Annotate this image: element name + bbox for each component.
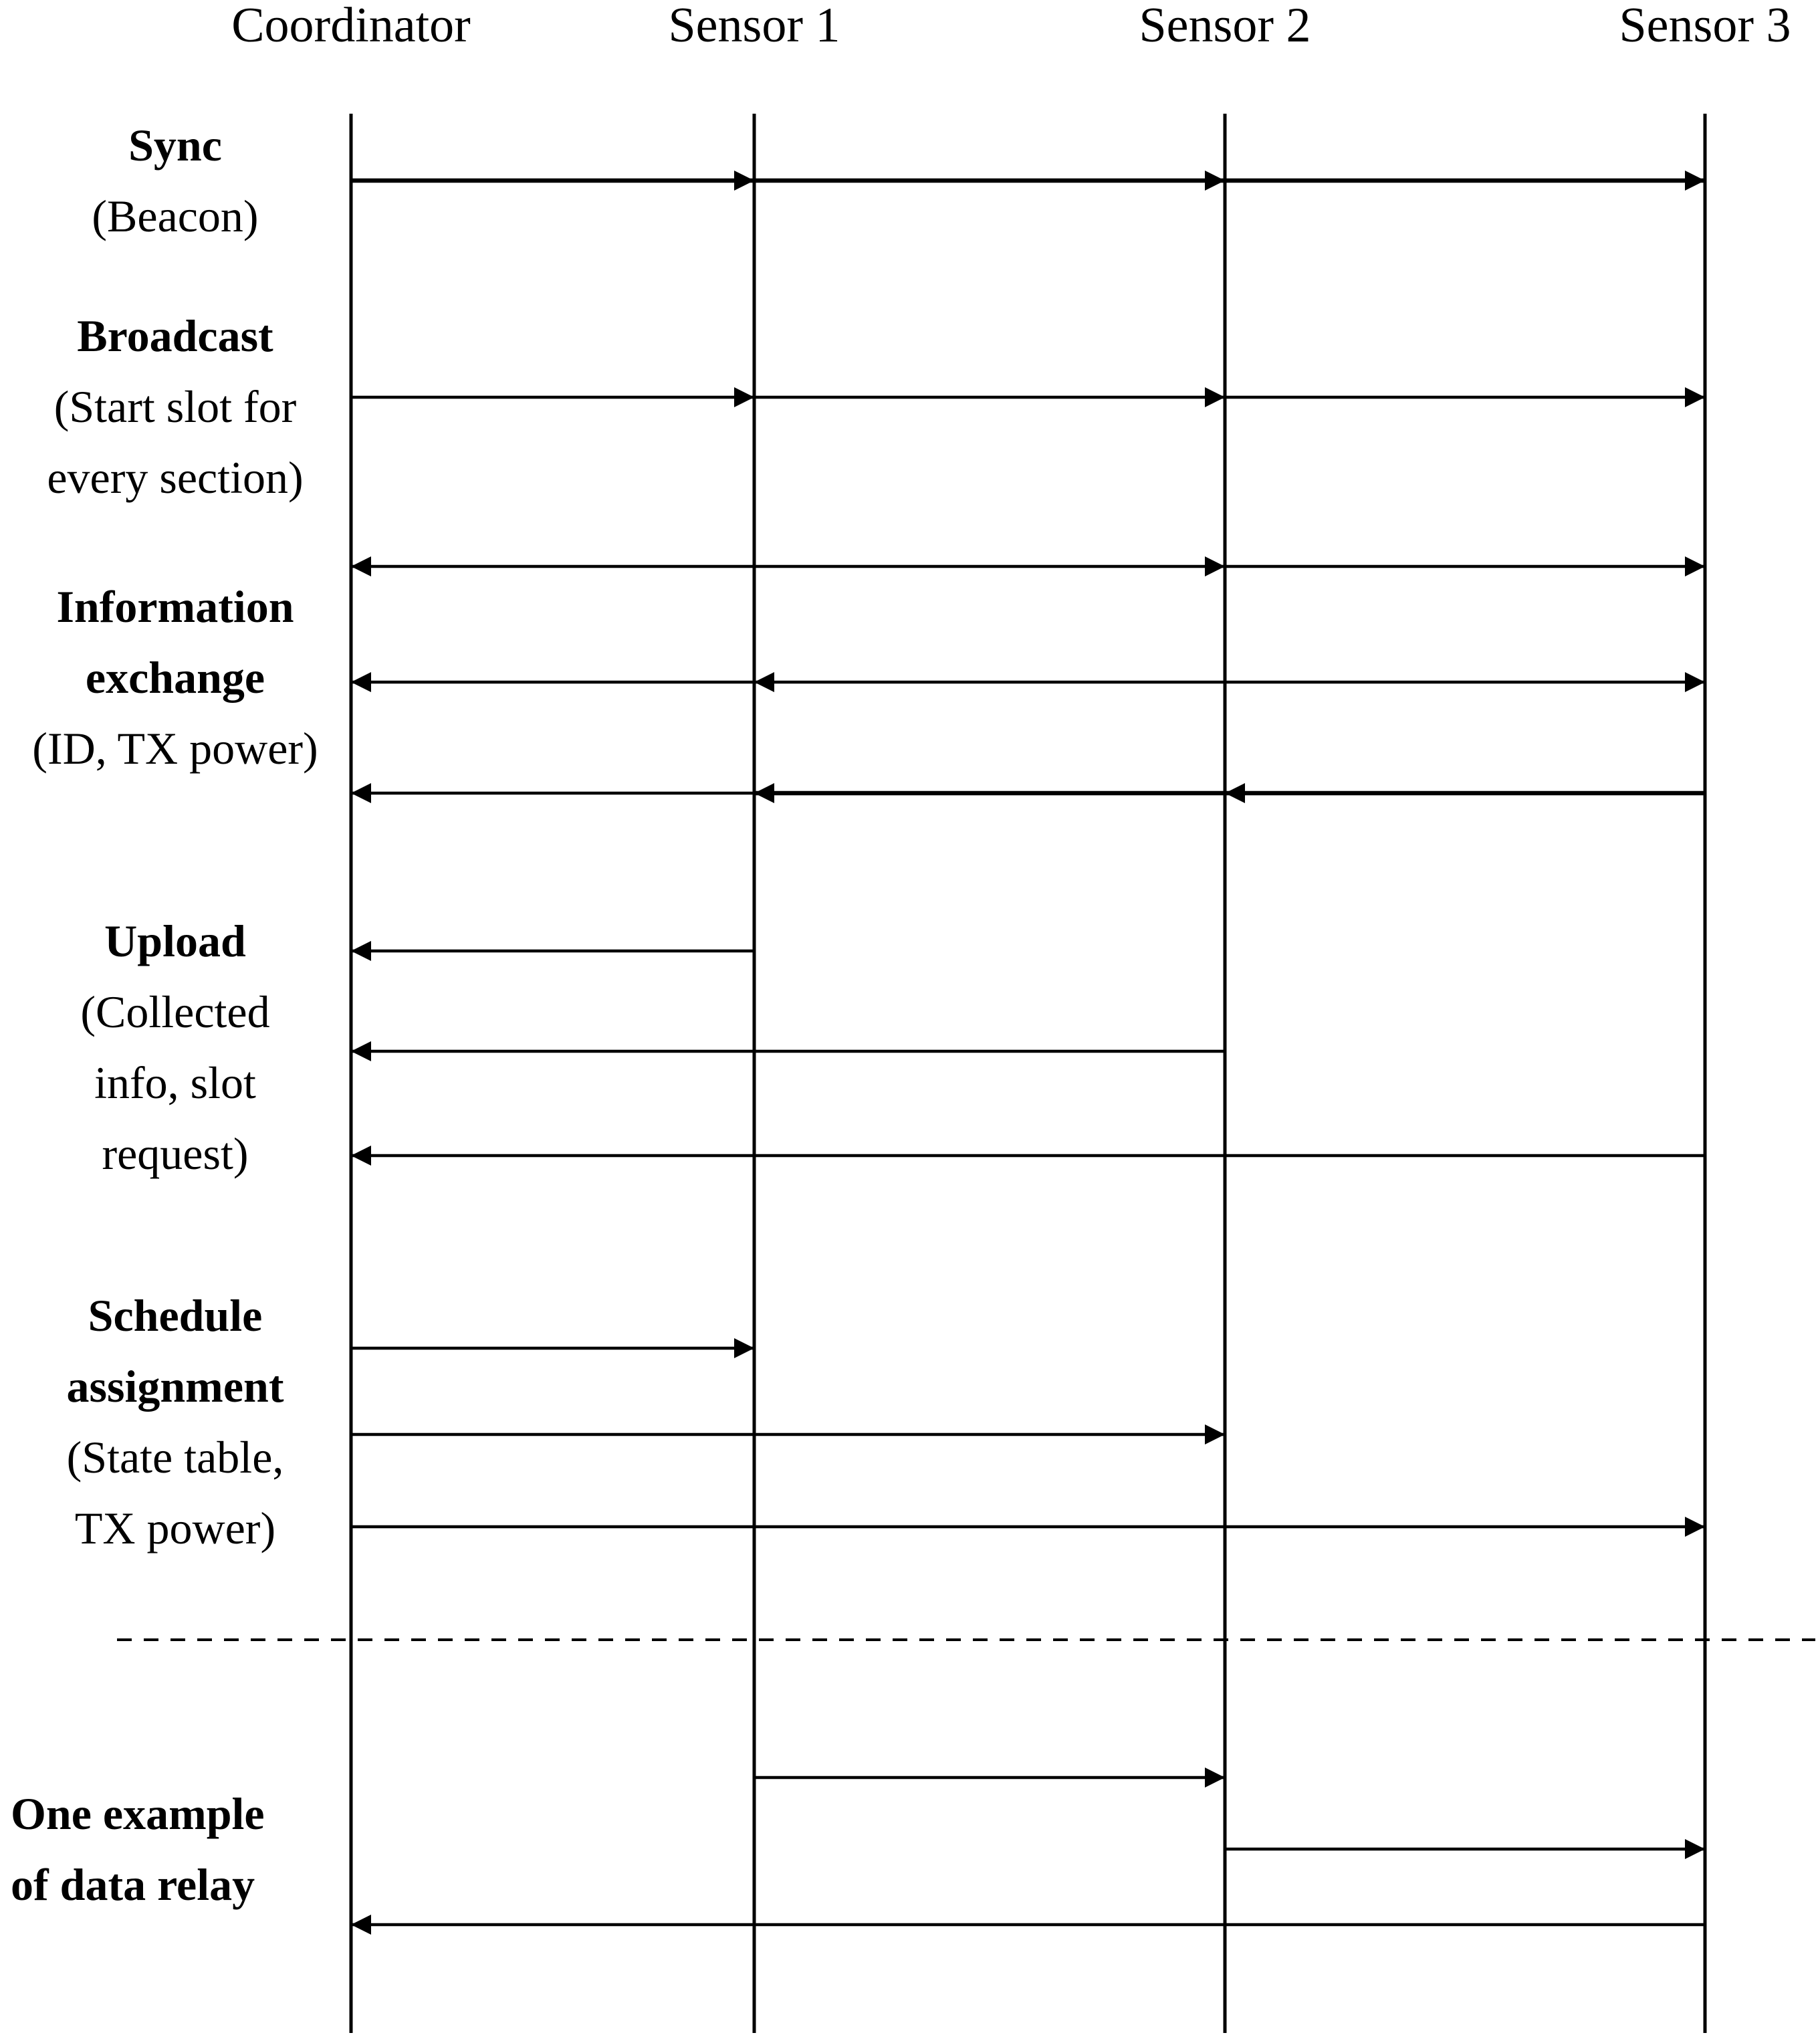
arrow-head xyxy=(351,1915,371,1935)
message-sync-sensor2-to-sensor3 xyxy=(1225,171,1705,191)
arrow-head xyxy=(1225,783,1245,803)
phase-label-line: Schedule xyxy=(88,1290,263,1341)
arrow-head xyxy=(1205,1424,1225,1444)
phase-label-line: (Collected xyxy=(80,986,270,1037)
phase-label-line: Upload xyxy=(104,916,246,966)
arrow-head xyxy=(1205,1767,1225,1788)
message-information-exchange-coordinator-to-sensor1 xyxy=(351,672,754,692)
messages xyxy=(351,171,1705,1935)
arrow-head xyxy=(754,672,774,692)
participant-label-sensor3: Sensor 3 xyxy=(1619,0,1791,53)
message-upload-sensor3-to-coordinator xyxy=(351,1146,1705,1166)
message-broadcast-coordinator-to-sensor1 xyxy=(351,387,754,407)
message-data-relay-example-sensor1-to-sensor2 xyxy=(754,1767,1225,1788)
arrow-head xyxy=(351,1146,371,1166)
message-data-relay-example-sensor2-to-sensor3 xyxy=(1225,1839,1705,1859)
arrow-head xyxy=(1685,171,1705,191)
message-broadcast-sensor2-to-sensor3 xyxy=(1225,387,1705,407)
arrow-head xyxy=(351,672,371,692)
phase-label-line: (Start slot for xyxy=(53,381,297,432)
participant-label-coordinator: Coordinator xyxy=(231,0,471,53)
message-upload-sensor2-to-coordinator xyxy=(351,1041,1225,1061)
message-sync-sensor1-to-sensor2 xyxy=(754,171,1225,191)
phase-label-line: TX power) xyxy=(74,1503,276,1553)
phase-label-line: (State table, xyxy=(66,1432,284,1483)
message-information-exchange-coordinator-to-sensor2 xyxy=(351,556,1225,576)
phase-label-line: (Beacon) xyxy=(92,191,259,241)
arrow-head xyxy=(351,783,371,803)
phase-label-line: exchange xyxy=(85,652,265,703)
arrow-head xyxy=(351,941,371,961)
arrow-head xyxy=(1685,1517,1705,1537)
participant-label-sensor1: Sensor 1 xyxy=(668,0,840,53)
arrow-head xyxy=(734,387,754,407)
message-sync-coordinator-to-sensor1 xyxy=(351,171,754,191)
message-information-exchange-sensor1-to-sensor3 xyxy=(754,672,1705,692)
phase-label-line: Information xyxy=(56,581,294,632)
message-information-exchange-coordinator-to-sensor1 xyxy=(351,783,754,803)
arrow-head xyxy=(1205,171,1225,191)
phase-label-line: of data relay xyxy=(11,1859,255,1910)
participant-labels xyxy=(231,0,1791,53)
phase-label-schedule-assignment xyxy=(67,1290,284,1553)
message-broadcast-sensor1-to-sensor2 xyxy=(754,387,1225,407)
phase-labels xyxy=(11,120,318,1910)
message-upload-sensor1-to-coordinator xyxy=(351,941,754,961)
phase-label-line: (ID, TX power) xyxy=(32,723,318,774)
arrow-head xyxy=(1205,556,1225,576)
arrow-head xyxy=(1205,387,1225,407)
message-information-exchange-sensor2-to-sensor3 xyxy=(1225,556,1705,576)
lifelines xyxy=(351,114,1705,2033)
arrow-head xyxy=(754,783,774,803)
message-schedule-assignment-coordinator-to-sensor2 xyxy=(351,1424,1225,1444)
arrow-head xyxy=(1685,1839,1705,1859)
arrow-head xyxy=(1685,387,1705,407)
phase-label-line: request) xyxy=(102,1128,249,1179)
message-data-relay-example-sensor3-to-coordinator xyxy=(351,1915,1705,1935)
arrow-head xyxy=(1685,556,1705,576)
phase-label-line: Broadcast xyxy=(77,310,273,361)
phase-label-data-relay-example xyxy=(11,1788,265,1910)
participant-label-sensor2: Sensor 2 xyxy=(1139,0,1311,53)
arrow-head xyxy=(351,1041,371,1061)
phase-label-sync xyxy=(92,120,258,241)
message-information-exchange-sensor1-to-sensor2 xyxy=(754,783,1225,803)
phase-label-information-exchange xyxy=(32,581,318,774)
arrow-head xyxy=(734,171,754,191)
message-schedule-assignment-coordinator-to-sensor1 xyxy=(351,1338,754,1358)
arrow-head xyxy=(1685,672,1705,692)
phase-label-line: Sync xyxy=(128,120,222,171)
phase-label-upload xyxy=(80,916,269,1179)
phase-label-broadcast xyxy=(47,310,303,503)
arrow-head xyxy=(734,1338,754,1358)
phase-label-line: info, slot xyxy=(94,1057,256,1108)
message-information-exchange-sensor2-to-sensor3 xyxy=(1225,783,1705,803)
arrow-head xyxy=(351,556,371,576)
phase-label-line: assignment xyxy=(66,1361,284,1412)
phase-label-line: One example xyxy=(11,1788,265,1839)
message-schedule-assignment-coordinator-to-sensor3 xyxy=(351,1517,1705,1537)
phase-label-line: every section) xyxy=(47,452,304,503)
